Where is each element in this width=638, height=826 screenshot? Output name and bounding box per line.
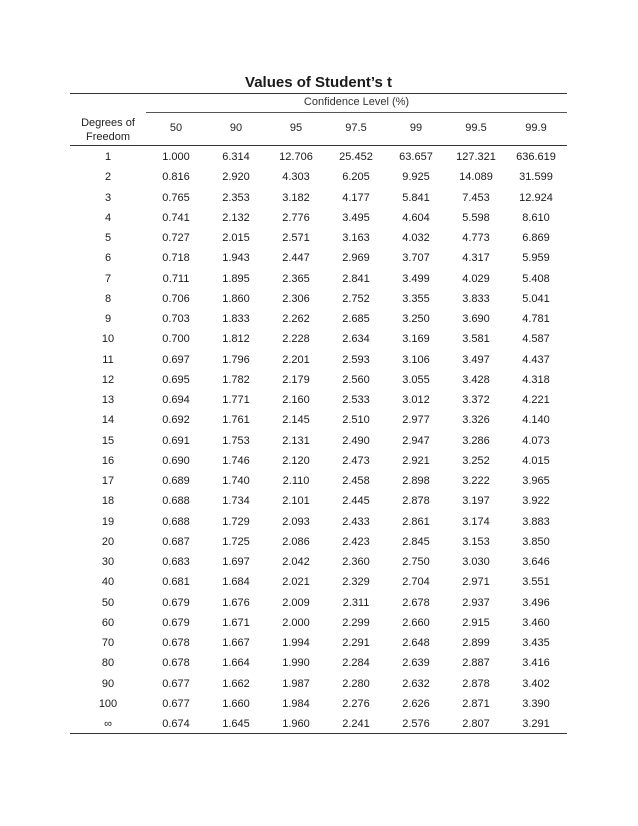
table-cell: 0.692 [162, 414, 190, 427]
table-cell: 2.160 [282, 394, 310, 406]
table-cell: 1.662 [222, 677, 250, 690]
table-cell: 0.690 [162, 454, 190, 467]
column-header: 99.5 [465, 122, 487, 134]
table-cell: 0.674 [162, 718, 190, 730]
degrees-of-freedom-header: Degrees of Freedom [81, 117, 135, 143]
degrees-of-freedom-cell: 30 [101, 556, 115, 568]
table-cell: 2.311 [342, 596, 370, 609]
table-cell: 2.871 [462, 697, 490, 710]
table-cell: 0.681 [162, 576, 190, 589]
table-cell: 1.645 [222, 718, 250, 730]
table-cell: 2.969 [342, 252, 370, 265]
table-cell: 5.041 [522, 292, 550, 305]
table-cell: 2.423 [342, 535, 370, 548]
table-cell: 2.920 [222, 171, 250, 184]
table-cell: 9.925 [402, 171, 430, 184]
table-cell: 0.700 [162, 333, 190, 346]
table-cell: 2.241 [342, 718, 370, 730]
table-cell: 2.447 [282, 252, 310, 265]
table-cell: 4.317 [462, 252, 490, 265]
table-cell: 2.634 [342, 333, 370, 346]
table-cell: 3.355 [402, 292, 430, 305]
degrees-of-freedom-cell: 10 [101, 333, 115, 346]
table-cell: 2.353 [222, 191, 250, 204]
table-cell: 2.262 [282, 313, 310, 325]
table-cell: 2.015 [222, 232, 250, 244]
table-cell: 3.326 [462, 414, 490, 427]
table-cell: 25.452 [339, 151, 373, 163]
degrees-of-freedom-cell: 70 [101, 637, 115, 649]
table-cell: 1.746 [222, 454, 250, 467]
table-cell: 2.490 [342, 434, 370, 447]
table-cell: 2.009 [282, 596, 310, 609]
table-cell: 2.132 [222, 211, 250, 224]
table-cell: 0.679 [162, 596, 190, 609]
table-cell: 2.915 [462, 616, 490, 629]
table-cell: 2.276 [342, 697, 370, 710]
table-cell: 3.291 [522, 718, 550, 730]
table-cell: 2.678 [402, 596, 430, 609]
table-cell: 2.685 [342, 313, 370, 325]
table-cell: 2.179 [282, 373, 310, 386]
table-cell: 3.646 [522, 556, 550, 568]
table-cell: 127.321 [456, 151, 496, 163]
table-cell: 2.201 [282, 353, 310, 366]
table-cell: 2.145 [282, 414, 310, 427]
table-cell: 3.965 [522, 475, 550, 487]
table-cell: 1.740 [222, 475, 250, 487]
table-cell: 1.660 [222, 697, 250, 710]
table-cell: 1.667 [222, 637, 250, 649]
bottom-rule [70, 733, 567, 734]
table-cell: 0.741 [162, 211, 190, 224]
degrees-of-freedom-cell: 16 [101, 454, 115, 467]
table-cell: 4.318 [522, 373, 550, 386]
table-cell: 3.581 [462, 333, 490, 346]
table-cell: 2.971 [462, 576, 490, 589]
table-cell: 2.042 [282, 556, 310, 568]
table-cell: 5.841 [402, 191, 430, 204]
table-cell: 2.101 [282, 495, 310, 508]
table-cell: 3.850 [522, 535, 550, 548]
table-cell: 2.360 [342, 556, 370, 568]
table-cell: 1.895 [222, 272, 250, 285]
table-cell: 3.690 [462, 313, 490, 325]
table-cell: 2.291 [342, 637, 370, 649]
table-cell: 0.695 [162, 373, 190, 386]
table-cell: 0.683 [162, 556, 190, 568]
table-cell: 7.453 [462, 191, 490, 204]
table-cell: 2.120 [282, 454, 310, 467]
table-cell: 5.408 [522, 272, 550, 285]
table-cell: 0.678 [162, 637, 190, 649]
table-title: Values of Student’s t [245, 74, 392, 91]
degrees-of-freedom-cell: 13 [101, 394, 115, 406]
degrees-of-freedom-cell: 1 [104, 151, 112, 163]
table-cell: 2.571 [282, 232, 310, 244]
table-cell: 4.032 [402, 232, 430, 244]
degrees-of-freedom-cell: 6 [104, 252, 112, 265]
table-cell: 1.771 [222, 394, 250, 406]
table-cell: 0.694 [162, 394, 190, 406]
degrees-of-freedom-cell: 5 [104, 232, 112, 244]
table-cell: 31.599 [519, 171, 553, 184]
table-cell: 4.140 [522, 414, 550, 427]
table-cell: 2.841 [342, 272, 370, 285]
table-cell: 0.688 [162, 495, 190, 508]
table-cell: 3.153 [462, 535, 490, 548]
table-cell: 2.110 [282, 475, 310, 487]
table-cell: 2.947 [402, 434, 430, 447]
table-cell: 2.878 [462, 677, 490, 690]
table-cell: 1.796 [222, 353, 250, 366]
table-cell: 1.782 [222, 373, 250, 386]
table-cell: 2.899 [462, 637, 490, 649]
table-cell: 2.093 [282, 515, 310, 528]
table-cell: 3.286 [462, 434, 490, 447]
table-cell: 3.551 [522, 576, 550, 589]
table-cell: 2.000 [282, 616, 310, 629]
table-cell: 2.306 [282, 292, 310, 305]
table-cell: 2.458 [342, 475, 370, 487]
table-cell: 3.883 [522, 515, 550, 528]
table-cell: 0.718 [162, 252, 190, 265]
table-cell: 1.943 [222, 252, 250, 265]
table-cell: 2.632 [402, 677, 430, 690]
table-cell: 1.761 [222, 414, 250, 427]
table-cell: 8.610 [522, 211, 550, 224]
degrees-of-freedom-cell: 9 [104, 313, 112, 325]
table-cell: 0.679 [162, 616, 190, 629]
table-cell: 2.086 [282, 535, 310, 548]
table-cell: 6.205 [342, 171, 370, 184]
table-cell: 2.878 [402, 495, 430, 508]
confidence-level-header: Confidence Level (%) [303, 96, 410, 108]
table-cell: 636.619 [516, 151, 556, 163]
table-cell: 3.250 [402, 313, 430, 325]
table-cell: 0.706 [162, 292, 190, 305]
column-header: 97.5 [345, 122, 367, 134]
degrees-of-freedom-cell: 2 [104, 171, 112, 184]
table-cell: 1.729 [222, 515, 250, 528]
column-header: 99 [409, 122, 423, 134]
table-cell: 2.433 [342, 515, 370, 528]
degrees-of-freedom-cell: 17 [101, 475, 115, 487]
table-cell: 3.435 [522, 637, 550, 649]
table-cell: 3.707 [402, 252, 430, 265]
table-cell: 2.776 [282, 211, 310, 224]
degrees-of-freedom-cell: 100 [98, 697, 118, 710]
degrees-of-freedom-cell: 11 [102, 353, 114, 366]
table-cell: 2.593 [342, 353, 370, 366]
degrees-of-freedom-cell: 8 [104, 292, 112, 305]
table-cell: 4.303 [282, 171, 310, 184]
table-cell: 2.299 [342, 616, 370, 629]
table-cell: 3.428 [462, 373, 490, 386]
table-cell: 4.073 [522, 434, 550, 447]
table-cell: 6.314 [222, 151, 250, 163]
table-cell: 1.000 [162, 151, 190, 163]
table-cell: 0.687 [162, 535, 190, 548]
table-cell: 3.460 [522, 616, 550, 629]
table-cell: 12.706 [279, 151, 313, 163]
column-header: 95 [289, 122, 303, 134]
table-cell: 0.691 [162, 434, 190, 447]
table-cell: 1.812 [222, 333, 250, 346]
table-cell: 1.676 [222, 596, 250, 609]
table-cell: 0.765 [162, 191, 190, 204]
table-cell: 1.860 [222, 292, 250, 305]
table-cell: 2.898 [402, 475, 430, 487]
table-cell: 1.725 [222, 535, 250, 548]
degrees-of-freedom-cell: 3 [104, 191, 112, 204]
table-cell: 2.365 [282, 272, 310, 285]
table-cell: 3.497 [462, 353, 490, 366]
table-cell: 5.598 [462, 211, 490, 224]
table-cell: 1.987 [282, 677, 310, 690]
table-cell: 0.688 [162, 515, 190, 528]
table-cell: 3.169 [402, 333, 430, 346]
table-cell: 0.727 [162, 232, 190, 244]
table-cell: 0.677 [162, 677, 190, 690]
table-cell: 2.284 [342, 657, 370, 670]
table-cell: 3.106 [402, 353, 430, 366]
table-cell: 2.533 [342, 394, 370, 406]
degrees-of-freedom-cell: 80 [101, 657, 115, 670]
column-header: 90 [229, 122, 243, 134]
table-cell: 4.221 [522, 394, 550, 406]
table-cell: 1.664 [222, 657, 250, 670]
table-cell: 2.473 [342, 454, 370, 467]
table-cell: 3.372 [462, 394, 490, 406]
table-cell: 2.937 [462, 596, 490, 609]
table-cell: 1.994 [282, 637, 310, 649]
degrees-of-freedom-cell: 4 [104, 211, 112, 224]
table-cell: 2.131 [282, 434, 310, 447]
table-cell: 63.657 [399, 151, 433, 163]
table-cell: 3.163 [342, 232, 370, 244]
table-cell: 2.510 [342, 414, 370, 427]
table-cell: 3.922 [522, 495, 550, 508]
table-cell: 2.807 [462, 718, 490, 730]
table-cell: 4.177 [342, 191, 370, 204]
table-cell: 2.648 [402, 637, 430, 649]
table-cell: 3.055 [402, 373, 430, 386]
column-header: 99.9 [525, 122, 547, 134]
table-cell: 4.781 [522, 313, 550, 325]
table-cell: 6.869 [522, 232, 550, 244]
table-cell: 2.704 [402, 576, 430, 589]
table-cell: 0.689 [162, 475, 190, 487]
table-cell: 3.833 [462, 292, 490, 305]
table-cell: 3.390 [522, 697, 550, 710]
table-cell: 2.977 [402, 414, 430, 427]
table-cell: 2.021 [282, 576, 310, 589]
table-cell: 4.773 [462, 232, 490, 244]
table-cell: 1.753 [222, 434, 250, 447]
table-cell: 1.833 [222, 313, 250, 325]
header-rule [70, 145, 567, 146]
table-cell: 1.697 [222, 556, 250, 568]
degrees-of-freedom-cell: 50 [101, 596, 115, 609]
table-cell: 3.496 [522, 596, 550, 609]
table-cell: 4.604 [402, 211, 430, 224]
table-cell: 1.990 [282, 657, 310, 670]
degrees-of-freedom-cell: 18 [101, 495, 115, 508]
degrees-of-freedom-cell: 19 [101, 515, 115, 528]
table-cell: 14.089 [459, 171, 493, 184]
table-cell: 3.030 [462, 556, 490, 568]
table-cell: 2.329 [342, 576, 370, 589]
degrees-of-freedom-cell: 7 [104, 272, 112, 285]
degrees-of-freedom-cell: 15 [101, 434, 115, 447]
degrees-of-freedom-cell: 90 [101, 677, 115, 690]
degrees-of-freedom-cell: 20 [101, 535, 115, 548]
table-cell: 1.984 [282, 697, 310, 710]
table-cell: 2.576 [402, 718, 430, 730]
table-cell: 1.671 [222, 616, 250, 629]
table-cell: 4.437 [522, 353, 550, 366]
table-cell: 3.252 [462, 454, 490, 467]
table-cell: 3.416 [522, 657, 550, 670]
table-cell: 0.678 [162, 657, 190, 670]
table-cell: 2.228 [282, 333, 310, 346]
column-header: 50 [169, 122, 183, 134]
table-cell: 2.921 [402, 454, 430, 467]
table-cell: 3.197 [462, 495, 490, 508]
confidence-subrule [146, 112, 567, 113]
table-cell: 3.222 [462, 475, 490, 487]
degrees-of-freedom-cell: ∞ [104, 718, 112, 730]
table-cell: 1.960 [282, 718, 310, 730]
table-cell: 3.182 [282, 191, 310, 204]
table-cell: 2.861 [402, 515, 430, 528]
table-cell: 3.174 [462, 515, 490, 528]
degrees-of-freedom-cell: 12 [101, 373, 115, 386]
table-cell: 2.626 [402, 697, 430, 710]
table-cell: 4.587 [522, 333, 550, 346]
table-cell: 2.752 [342, 292, 370, 305]
table-cell: 2.887 [462, 657, 490, 670]
table-cell: 3.012 [402, 394, 430, 406]
top-rule [70, 93, 567, 94]
table-cell: 2.845 [402, 535, 430, 548]
table-cell: 3.495 [342, 211, 370, 224]
degrees-of-freedom-cell: 60 [101, 616, 115, 629]
table-cell: 2.750 [402, 556, 430, 568]
table-cell: 2.660 [402, 616, 430, 629]
table-cell: 0.711 [162, 272, 190, 285]
table-cell: 3.402 [522, 677, 550, 690]
table-cell: 4.029 [462, 272, 490, 285]
table-cell: 0.703 [162, 313, 190, 325]
table-cell: 2.639 [402, 657, 430, 670]
table-cell: 12.924 [519, 191, 553, 204]
table-cell: 2.280 [342, 677, 370, 690]
degrees-of-freedom-cell: 40 [101, 576, 115, 589]
table-cell: 2.445 [342, 495, 370, 508]
table-cell: 1.684 [222, 576, 250, 589]
table-cell: 0.816 [162, 171, 190, 184]
table-cell: 0.677 [162, 697, 190, 710]
table-cell: 1.734 [222, 495, 250, 508]
table-cell: 4.015 [522, 454, 550, 467]
table-cell: 5.959 [522, 252, 550, 265]
table-cell: 3.499 [402, 272, 430, 285]
table-cell: 2.560 [342, 373, 370, 386]
table-cell: 0.697 [162, 353, 190, 366]
degrees-of-freedom-cell: 14 [101, 414, 115, 427]
